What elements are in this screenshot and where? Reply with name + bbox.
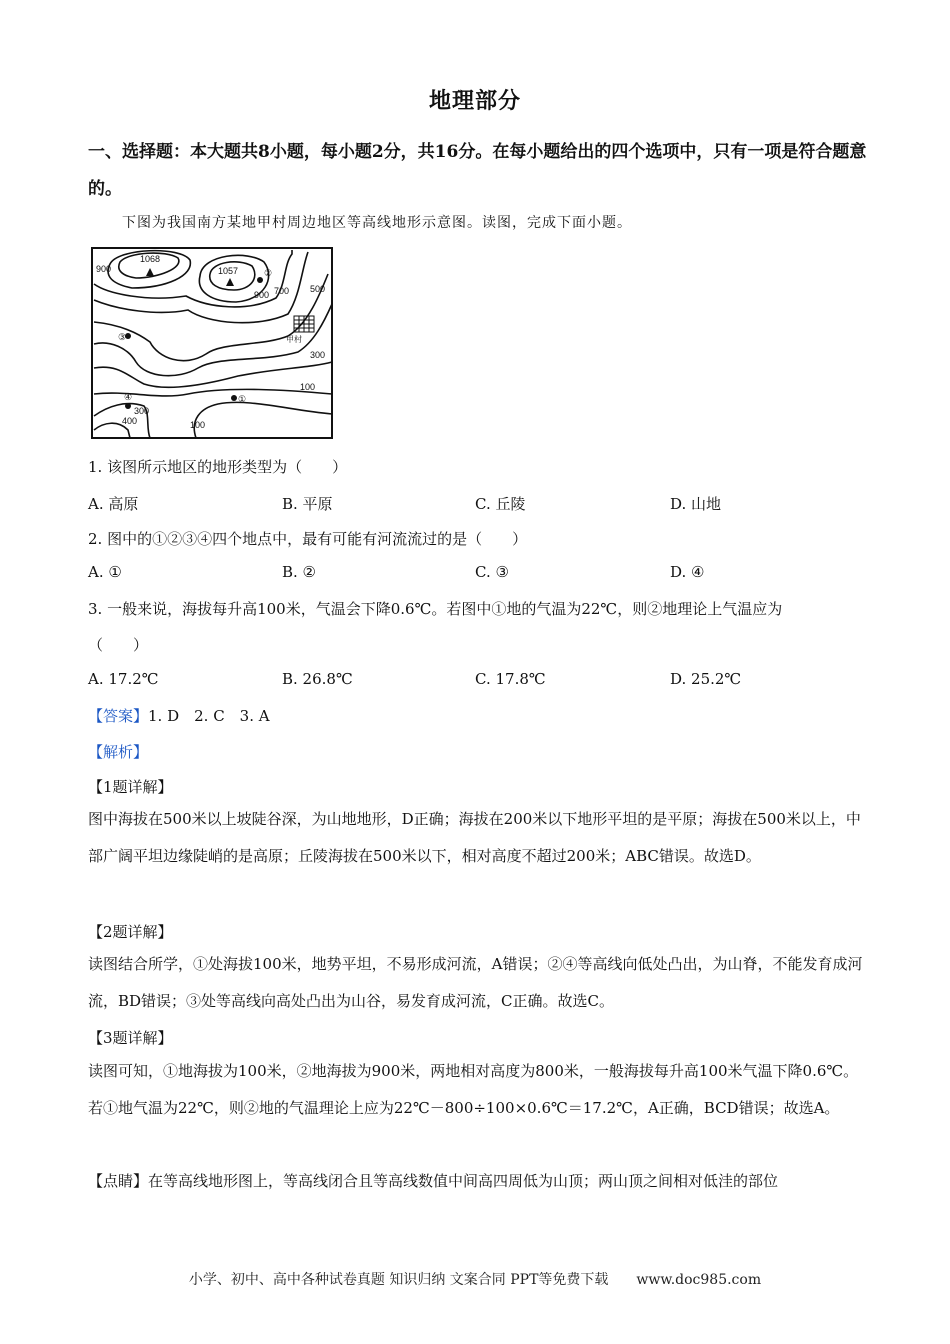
q2-option-d: D. ④ — [670, 563, 705, 581]
svg-text:400: 400 — [122, 416, 138, 426]
q3-option-c: C. 17.8℃ — [475, 670, 546, 688]
svg-text:900: 900 — [254, 290, 270, 300]
svg-text:100: 100 — [300, 382, 316, 392]
section-heading: 一、选择题：本大题共8小题，每小题2分，共16分。在每小题给出的四个选项中，只有一项是符合题意的。 — [88, 142, 867, 199]
q3-option-d: D. 25.2℃ — [670, 670, 742, 688]
svg-text:300: 300 — [134, 406, 150, 416]
detail-1-text: 图中海拔在500米以上坡陡谷深，为山地地形，D正确；海拔在200米以下地形平坦的是平原；海拔在500米以上，中部广阔平坦边缘陡峭的是高原；丘陵海拔在500米以下，相对高度不超过200米；ABC错误。故选D。 — [88, 810, 861, 865]
q1-option-a: A. 高原 — [88, 495, 139, 513]
svg-text:700: 700 — [274, 286, 290, 296]
answer-line — [88, 705, 270, 726]
question-intro: 下图为我国南方某地甲村周边地区等高线地形示意图。读图，完成下面小题。 — [122, 215, 632, 231]
svg-text:②: ② — [264, 268, 273, 278]
svg-text:1057: 1057 — [218, 266, 239, 276]
q1-option-b: B. 平原 — [282, 495, 333, 513]
question-1: 1. 该图所示地区的地形类型为（ ） — [88, 458, 348, 476]
detail-1-label: 【1题详解】 — [88, 778, 173, 796]
question-2: 2. 图中的①②③④四个地点中，最有可能有河流流过的是（ ） — [88, 530, 528, 548]
q2-option-a: A. ① — [88, 563, 122, 581]
contour-map — [88, 244, 336, 442]
svg-text:300: 300 — [310, 350, 326, 360]
answer-label: 【答案】 — [88, 707, 149, 725]
analysis-label: 【解析】 — [88, 743, 149, 761]
svg-text:④: ④ — [124, 392, 133, 402]
q2-option-c: C. ③ — [475, 563, 509, 581]
detail-3-text: 读图可知，①地海拔为100米，②地海拔为900米，两地相对高度为800米，一般海拔每升高100米气温下降0.6℃。若①地气温为22℃，则②地的气温理论上应为22℃－800÷100×0.6℃＝17.2℃，A正确，BCD错误；故选A。 — [88, 1062, 859, 1117]
svg-text:甲村: 甲村 — [286, 335, 302, 344]
svg-text:900: 900 — [96, 264, 112, 274]
q1-option-d: D. 山地 — [670, 495, 722, 513]
question-3-blank: （ ） — [88, 636, 149, 654]
tip-paragraph — [88, 1163, 863, 1200]
q2-option-b: B. ② — [282, 563, 317, 581]
detail-3-label: 【3题详解】 — [88, 1029, 173, 1047]
detail-2-text: 读图结合所学，①处海拔100米，地势平坦，不易形成河流，A错误；②④等高线向低处凸出，为山脊，不能发育成河流，BD错误；③处等高线向高处凸出为山谷，易发育成河流，C正确。故选C。 — [88, 955, 863, 1010]
svg-text:①: ① — [238, 394, 247, 404]
svg-text:1068: 1068 — [140, 254, 161, 264]
svg-text:500: 500 — [310, 284, 326, 294]
svg-text:100: 100 — [190, 420, 206, 430]
detail-2-label: 【2题详解】 — [88, 923, 173, 941]
answer-value: 1. D 2. C 3. A — [148, 707, 270, 725]
tip-text: 在等高线地形图上，等高线闭合且等高线数值中间高四周低为山顶；两山顶之间相对低洼的部位 — [148, 1172, 779, 1190]
page-footer: 小学、初中、高中各种试卷真题 知识归纳 文案合同 PPT等免费下载 www.doc985.com — [188, 1272, 762, 1288]
q3-option-a: A. 17.2℃ — [88, 670, 159, 688]
q1-option-c: C. 丘陵 — [475, 495, 526, 513]
page-title: 地理部分 — [428, 88, 521, 114]
question-3: 3. 一般来说，海拔每升高100米，气温会下降0.6℃。若图中①地的气温为22℃，则②地理论上气温应为 — [88, 600, 783, 618]
svg-text:③: ③ — [118, 332, 127, 342]
tip-label: 【点睛】 — [88, 1172, 149, 1190]
q3-option-b: B. 26.8℃ — [282, 670, 353, 688]
